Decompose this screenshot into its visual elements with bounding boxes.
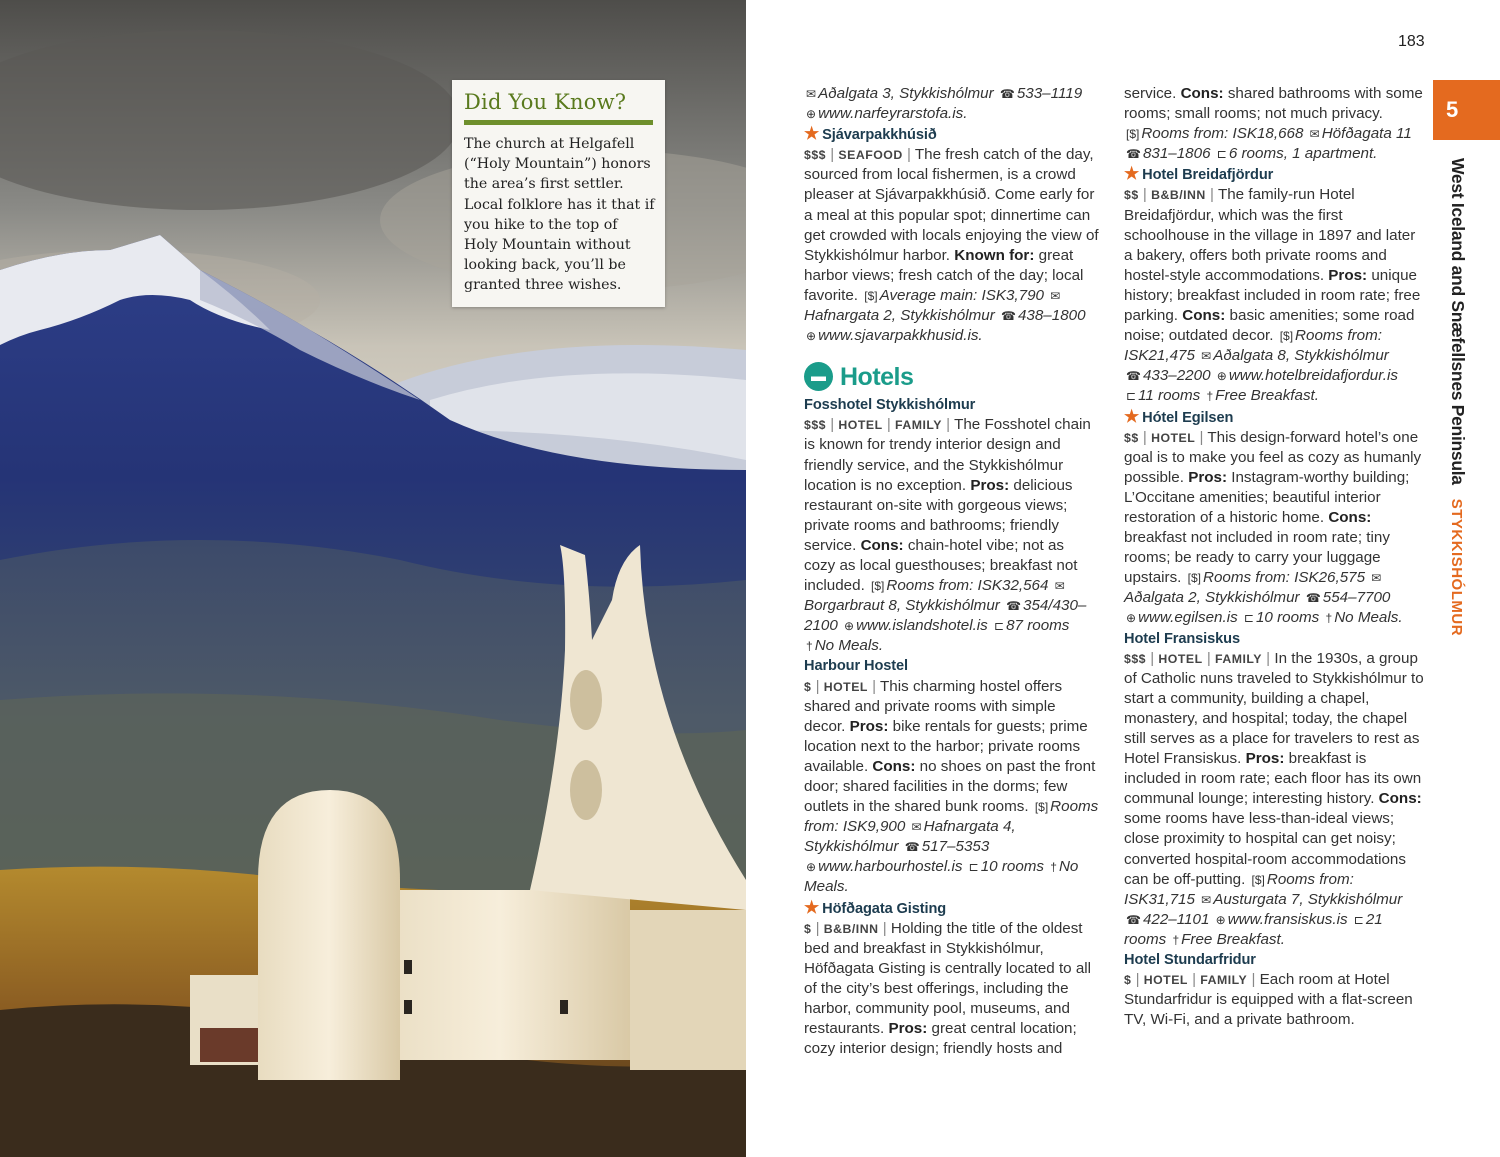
phone-icon: ☎ xyxy=(904,840,920,855)
listing-name-breidafjordur: ★ Hotel Breidafjördur xyxy=(1124,164,1274,184)
bed-icon: ⊏ xyxy=(1216,147,1227,162)
mail-icon: ✉ xyxy=(1201,349,1212,364)
did-you-know-box xyxy=(452,80,665,307)
meal-icon: † xyxy=(1172,932,1180,947)
web-icon: ⊕ xyxy=(806,860,817,875)
price-icon: [$] xyxy=(871,579,885,594)
listing-harbour-hostel: $ | HOTEL | This charming hostel offers shared and private rooms with simple decor. Pros: bike rentals for guests; prime location next to the harbor; private rooms available. Cons: no shoes on past the front door; shared facilities in the dorms; few outlets in the shared bunk rooms. [$] Rooms from: ISK9,900 ✉ Hafnargata 4, Stykkishólmur ☎ 517–5353 ⊕ www.harbourhostel.is ⊏ 10 rooms † No Meals. xyxy=(804,677,1099,896)
meal-icon: † xyxy=(806,639,813,654)
chapter-title: West Iceland and Snæfellsnes Peninsula xyxy=(1448,158,1468,485)
listing-fosshotel: $$$ | HOTEL | FAMILY | The Fosshotel chain is known for trendy interior design and friendly service, and the Stykkishólmur location is no exception. Pros: delicious restaurant on-site with gorgeous views; private rooms and bathrooms; friendly service. Cons: chain-hotel vibe; not as cozy as local guesthouses; breakfast not included. [$] Rooms from: ISK32,564 ✉Borgarbraut 8, Stykkishólmur ☎ 354/430–2100 ⊕ www.islandshotel.is ⊏ 87 rooms † No Meals. xyxy=(804,416,1091,655)
mail-icon: ✉ xyxy=(1371,571,1382,586)
listing-sjavarpakkhusid: $$$ | SEAFOOD | The fresh catch of the day, sourced from local fishermen, is a crowd pleaser at Sjávarpakkhúsið. Come early for a meal at this popular spot; dinnertime can get crowded with locals enjoying the view of Stykkishólmur harbor. Known for: great harbor views; fresh catch of the day; local favorite. [$] Average main: ISK3,790 ✉Hafnargata 2, Stykkishólmur ☎ 438–1800 ⊕ www.sjavarpakkhusid.is. xyxy=(804,146,1099,345)
phone-icon: ☎ xyxy=(1305,591,1321,606)
sidebar-divider xyxy=(464,120,653,125)
price-icon: [$] xyxy=(1034,800,1049,815)
price-icon: [$] xyxy=(864,288,878,303)
listing-name-harbour-hostel: Harbour Hostel xyxy=(804,658,909,675)
mail-icon: ✉ xyxy=(1201,892,1212,907)
web-icon: ⊕ xyxy=(844,619,855,634)
mail-icon: ✉ xyxy=(1050,288,1061,303)
meal-icon: † xyxy=(1325,611,1333,626)
phone-icon: ☎ xyxy=(1001,309,1016,324)
web-icon: ⊕ xyxy=(1215,912,1226,927)
listing-name-hofdagata: ★ Höfðagata Gisting xyxy=(804,897,947,917)
church-photo xyxy=(0,0,746,1157)
listing-stundarfridur: $ | HOTEL | FAMILY | Each room at Hotel Stundarfridur is equipped with a flat-screen TV, Wi-Fi, and a private bathroom. xyxy=(1124,971,1413,1029)
meal-icon: † xyxy=(1206,389,1214,404)
phone-icon: ☎ xyxy=(1126,369,1141,384)
price-icon: [$] xyxy=(1279,329,1294,344)
listing-breidafjordur: $$ | B&B/INN | The family-run Hotel Breidafjördur, which was the first schoolhouse in the village in 1897 and later a bakery, offers both private rooms and hostel-style accommodations. Pros: unique history; breakfast included in room rate; free parking. Cons: basic amenities; some road noise; outdated decor. [$] Rooms from: ISK21,475 ✉ Aðalgata 8, Stykkishólmur ☎ 433–2200 ⊕ www.hotelbreidafjordur.is ⊏ 11 rooms † Free Breakfast. xyxy=(1124,186,1421,405)
mail-icon: ✉ xyxy=(1054,579,1065,594)
listing-fransiskus: $$$ | HOTEL | FAMILY | In the 1930s, a group of Catholic nuns traveled to Stykkishólmur to start a community, building a chapel, monastery, and hospital; today, the chapel still serves as a place for travelers to rest as Hotel Fransiskus. Pros: breakfast is included in room rate; each floor has its own communal lounge; interesting history. Cons: some rooms have less-than-ideal views; close proximity to hospital can get noisy; converted hospital-room accommodations can be off-putting. [$] Rooms from: ISK31,715 ✉ Austurgata 7, Stykkishólmur ☎ 422–1101 ⊕ www.fransiskus.is ⊏ 21 rooms † Free Breakfast. xyxy=(1124,649,1424,948)
running-head xyxy=(1440,158,1470,637)
bed-icon: ⊏ xyxy=(968,860,979,875)
web-icon: ⊕ xyxy=(806,329,817,344)
phone-icon: ☎ xyxy=(1006,599,1022,614)
listing-name-fosshotel: Fosshotel Stykkishólmur xyxy=(804,397,976,414)
listing-name-sjavarpakkhusid: ★ Sjávarpakkhúsið xyxy=(804,124,937,144)
meal-icon: † xyxy=(1050,860,1057,875)
bed-icon: ⊏ xyxy=(1353,912,1364,927)
mail-icon: ✉ xyxy=(911,820,922,835)
column-2 xyxy=(1124,84,1424,1030)
phone-icon: ☎ xyxy=(1126,912,1141,927)
listing-egilsen: $$ | HOTEL | This design-forward hotel’s one goal is to make you feel as cozy as humanly possible. Pros: Instagram-worthy building; L’Occitane amenities; beautiful interior restoration of a historic home. Cons: breakfast not included in room rate; tiny rooms; be ready to carry your luggage upstairs. [$] Rooms from: ISK26,575 ✉Aðalgata 2, Stykkishólmur ☎ 554–7700 ⊕ www.egilsen.is ⊏ 10 rooms † No Meals. xyxy=(1124,428,1422,627)
hotel-icon: ▬ xyxy=(804,362,833,391)
sidebar-text: The church at Helgafell (“Holy Mountain”) honors the area’s first settler. Local folklore has it that if you hike to the top of Holy Mountain without looking back, you’ll be granted three wishes. xyxy=(464,136,655,294)
listing-contact: ✉ Aðalgata 3, Stykkishólmur ☎ 533–1119 ⊕ www.narfeyrarstofa.is. xyxy=(806,85,1083,123)
star-icon: ★ xyxy=(804,897,820,917)
listing-name-stundarfridur: Hotel Stundarfridur xyxy=(1124,952,1256,969)
bed-icon: ⊏ xyxy=(994,619,1005,634)
price-icon: [$] xyxy=(1251,872,1265,887)
bed-icon: ⊏ xyxy=(1126,389,1137,404)
star-icon: ★ xyxy=(804,124,820,144)
mail-icon: ✉ xyxy=(1309,127,1320,142)
chapter-number: 5 xyxy=(1446,97,1459,122)
listing-hofdagata-continued: service. Cons: shared bathrooms with some rooms; small rooms; not much privacy. [$] Rooms from: ISK18,668 ✉ Höfðagata 11 ☎ 831–1806 ⊏ 6 rooms, 1 apartment. xyxy=(1124,85,1423,163)
web-icon: ⊕ xyxy=(806,107,817,122)
listing-name-fransiskus: Hotel Fransiskus xyxy=(1124,630,1240,647)
star-icon: ★ xyxy=(1124,164,1140,184)
web-icon: ⊕ xyxy=(1216,369,1227,384)
sidebar-title: Did You Know? xyxy=(464,90,627,114)
web-icon: ⊕ xyxy=(1126,611,1137,626)
price-icon: [$] xyxy=(1126,127,1140,142)
column-1 xyxy=(804,84,1099,1059)
bed-icon: ⊏ xyxy=(1243,611,1254,626)
page-number: 183 xyxy=(1398,33,1425,50)
star-icon: ★ xyxy=(1124,406,1140,426)
hotels-heading: ▬ Hotels xyxy=(804,362,1099,391)
phone-icon: ☎ xyxy=(999,87,1015,101)
chapter-tab xyxy=(1433,80,1500,140)
price-icon: [$] xyxy=(1187,571,1201,586)
listing-name-egilsen: ★ Hótel Egilsen xyxy=(1124,406,1234,426)
mail-icon: ✉ xyxy=(806,87,817,101)
listing-hofdagata: $ | B&B/INN | Holding the title of the oldest bed and breakfast in Stykkishólmur, Höfðagata Gisting is centrally located to all of the city’s best offerings, including the harbor, community pool, museums, and restaurants. Pros: great central location; cozy interior design; friendly hosts and xyxy=(804,919,1092,1058)
phone-icon: ☎ xyxy=(1126,147,1141,162)
section-title: STYKKISHÓLMUR xyxy=(1448,498,1465,637)
